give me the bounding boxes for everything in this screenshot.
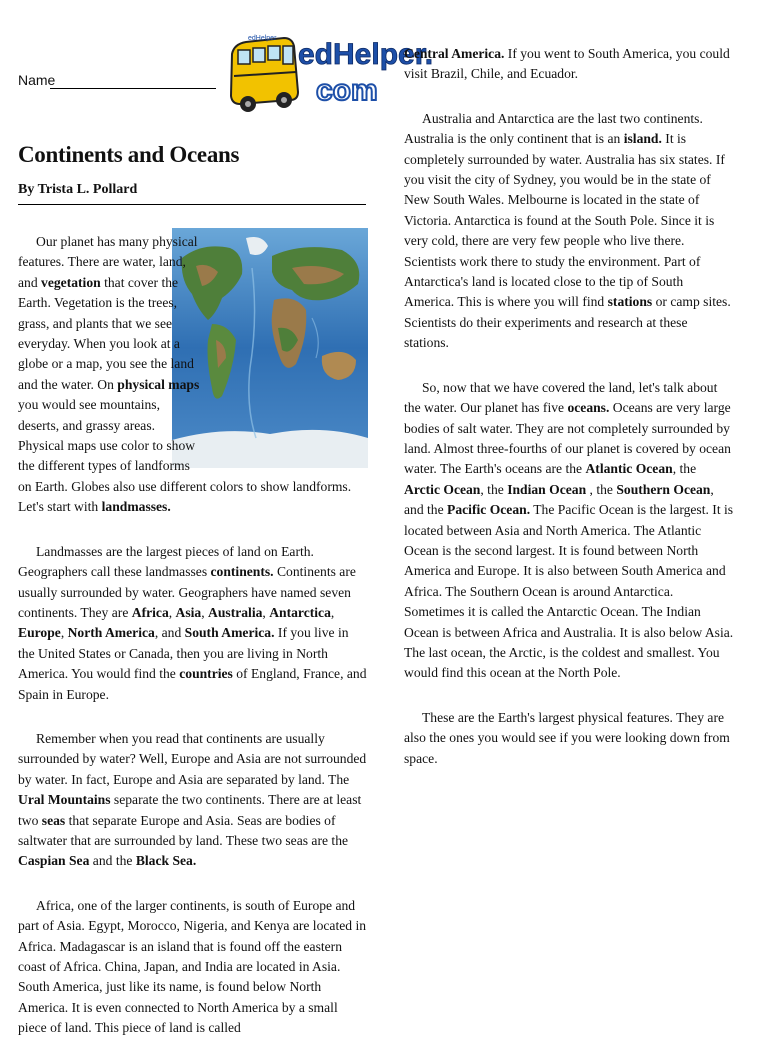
text-run: of England, France, and Spain in Europe.: [18, 666, 367, 702]
paragraph-landmasses: [18, 542, 368, 705]
bold-term: oceans.: [567, 400, 610, 416]
text-run: , the: [586, 481, 617, 497]
text-run: Africa, one of the larger continents, is south of Europe and part of Asia. Egypt, Morocco, Nigeria, and Kenya are located in Africa. Madagascar is an island that is found off the eastern coast of Africa. China, Japan, and India are located in Asia. South America, just like its name, is found below North America. It is even connected to North America by a small piece of land. This piece of land is called: [18, 897, 367, 1036]
title-divider: [18, 204, 366, 205]
bold-term: Caspian Sea: [18, 853, 90, 869]
name-blank-line[interactable]: [50, 88, 216, 89]
bold-term: Atlantic Ocean: [585, 461, 673, 477]
paragraph-oceans: [404, 378, 734, 684]
text-run: ,: [262, 604, 270, 620]
bold-term: North America: [67, 625, 155, 641]
text-run: , and: [154, 625, 185, 641]
bold-term: Central America.: [404, 46, 505, 61]
article-title: Continents and Oceans: [18, 142, 240, 167]
text-run: separate the two continents. There are at least two: [18, 792, 362, 828]
bold-term: physical maps: [117, 376, 200, 392]
bold-term: Indian Ocean: [507, 481, 587, 497]
text-run: , the: [672, 461, 697, 477]
text-run: The Pacific Ocean is the largest. It is located between Asia and North America. The Atlantic Ocean is the second largest. It is found between North America and Europe. It is also between South America and Africa. The Southern Ocean is around Antarctica. Sometimes it is called the Antarctic Ocean. The Indian Ocean is between Africa and Australia. It is also below Asia. The last ocean, the Arctic, is the coldest and smallest. You would find this ocean at the North Pole.: [404, 502, 734, 681]
text-run: ,: [60, 625, 68, 641]
text-run: , the: [480, 481, 508, 497]
text-run: Landmasses are the largest pieces of land on Earth. Geographers call these landmasses: [18, 543, 314, 580]
article-byline: By Trista L. Pollard: [18, 182, 138, 197]
text-run: Our planet has many physical features. There are water, land, and: [18, 234, 198, 290]
text-run: Australia and Antarctica are the last two continents. Australia is the only continent that is an: [404, 110, 703, 147]
text-run: that cover the Earth. Vegetation is the trees, grass, and plants that we see everyday. When you look at a globe or a map, you see the land and the water. On: [18, 274, 194, 392]
edhelper-logo: [226, 20, 434, 132]
bold-term: South America.: [184, 625, 275, 641]
bold-term: countries: [179, 666, 233, 682]
paragraph-australia-antarctica: [404, 109, 734, 354]
text-run: ,: [330, 604, 335, 620]
bold-term: Europe: [18, 625, 61, 641]
text-run: These are the Earth's largest physical features. They are also the ones you would see if you were looking down from space.: [404, 709, 730, 766]
bold-term: Black Sea.: [135, 853, 197, 869]
paragraph-central-america: [404, 44, 734, 85]
bold-term: Southern Ocean: [616, 481, 711, 497]
bold-term: Pacific Ocean.: [447, 502, 531, 518]
text-run: ,: [168, 604, 176, 620]
paragraph-conclusion: [404, 708, 734, 769]
paragraph-africa-asia: [18, 896, 368, 1039]
bold-term: continents.: [210, 564, 274, 580]
right-column: [404, 44, 734, 769]
text-run: So, now that we have covered the land, let's talk about the water. Our planet has five: [404, 379, 718, 416]
logo-text-bottom: com: [316, 74, 378, 107]
school-bus-icon: [231, 35, 298, 112]
text-run: and the: [89, 853, 136, 869]
paragraph-europe-asia: [18, 729, 368, 872]
text-run: If you live in the United States or Canada, then you are living in North America. You would find the: [18, 625, 349, 682]
text-run: , and the: [404, 481, 714, 518]
name-label: Name: [18, 72, 56, 88]
bold-term: Antarctica: [269, 604, 331, 620]
text-run: Remember when you read that continents are usually surrounded by water? Well, Europe and Asia are not surrounded by water. In fact, Europe and Asia are separated by land. The: [18, 730, 367, 787]
text-run: Oceans are very large bodies of salt water. They are not completely surrounded by land. Almost three-fourths of our planet is covered by ocean water. The Earth's oceans are the: [404, 400, 731, 477]
logo-text-top: edHelper.: [298, 38, 434, 71]
bold-term: vegetation: [41, 274, 101, 290]
text-run: It is completely surrounded by water. Australia has six states. If you visit the city of Sydney, you would be in the state of New South Wales. Melbourne is located in the state of Victoria. Antarctica is found at the South Pole. Since it is very cold, there are very few people who live there. Scientists work there to study the environment. Part of Antarctica's land is located close to the tip of South America. This is where you will find: [404, 131, 725, 310]
bold-term: landmasses.: [101, 499, 171, 515]
bold-term: stations: [607, 294, 653, 310]
text-run: If you went to South America, you could visit Brazil, Chile, and Ecuador.: [404, 46, 730, 82]
text-run: Continents are usually surrounded by water. Geographers have named seven continents. They are: [18, 564, 356, 620]
text-run: that separate Europe and Asia. Seas are bodies of saltwater that are surrounded by land. These two seas are the: [18, 812, 349, 848]
bold-term: Ural Mountains: [18, 792, 111, 808]
bus-label: edHelper: [248, 35, 277, 42]
bold-term: seas: [41, 812, 66, 828]
text-run: or camp sites. Scientists do their experiments and research at these stations.: [404, 294, 731, 351]
bold-term: Africa: [131, 604, 169, 620]
left-column: [18, 232, 368, 1039]
text-run: ,: [201, 604, 209, 620]
bold-term: Asia: [175, 604, 202, 620]
bold-term: Australia: [208, 604, 263, 620]
bold-term: island.: [623, 131, 662, 147]
text-run: you would see mountains, deserts, and grassy areas. Physical maps use color to show the different types of landforms on Earth. Globes also use different colors to show landforms. Let's start with: [18, 397, 352, 515]
bold-term: Arctic Ocean: [404, 481, 481, 497]
